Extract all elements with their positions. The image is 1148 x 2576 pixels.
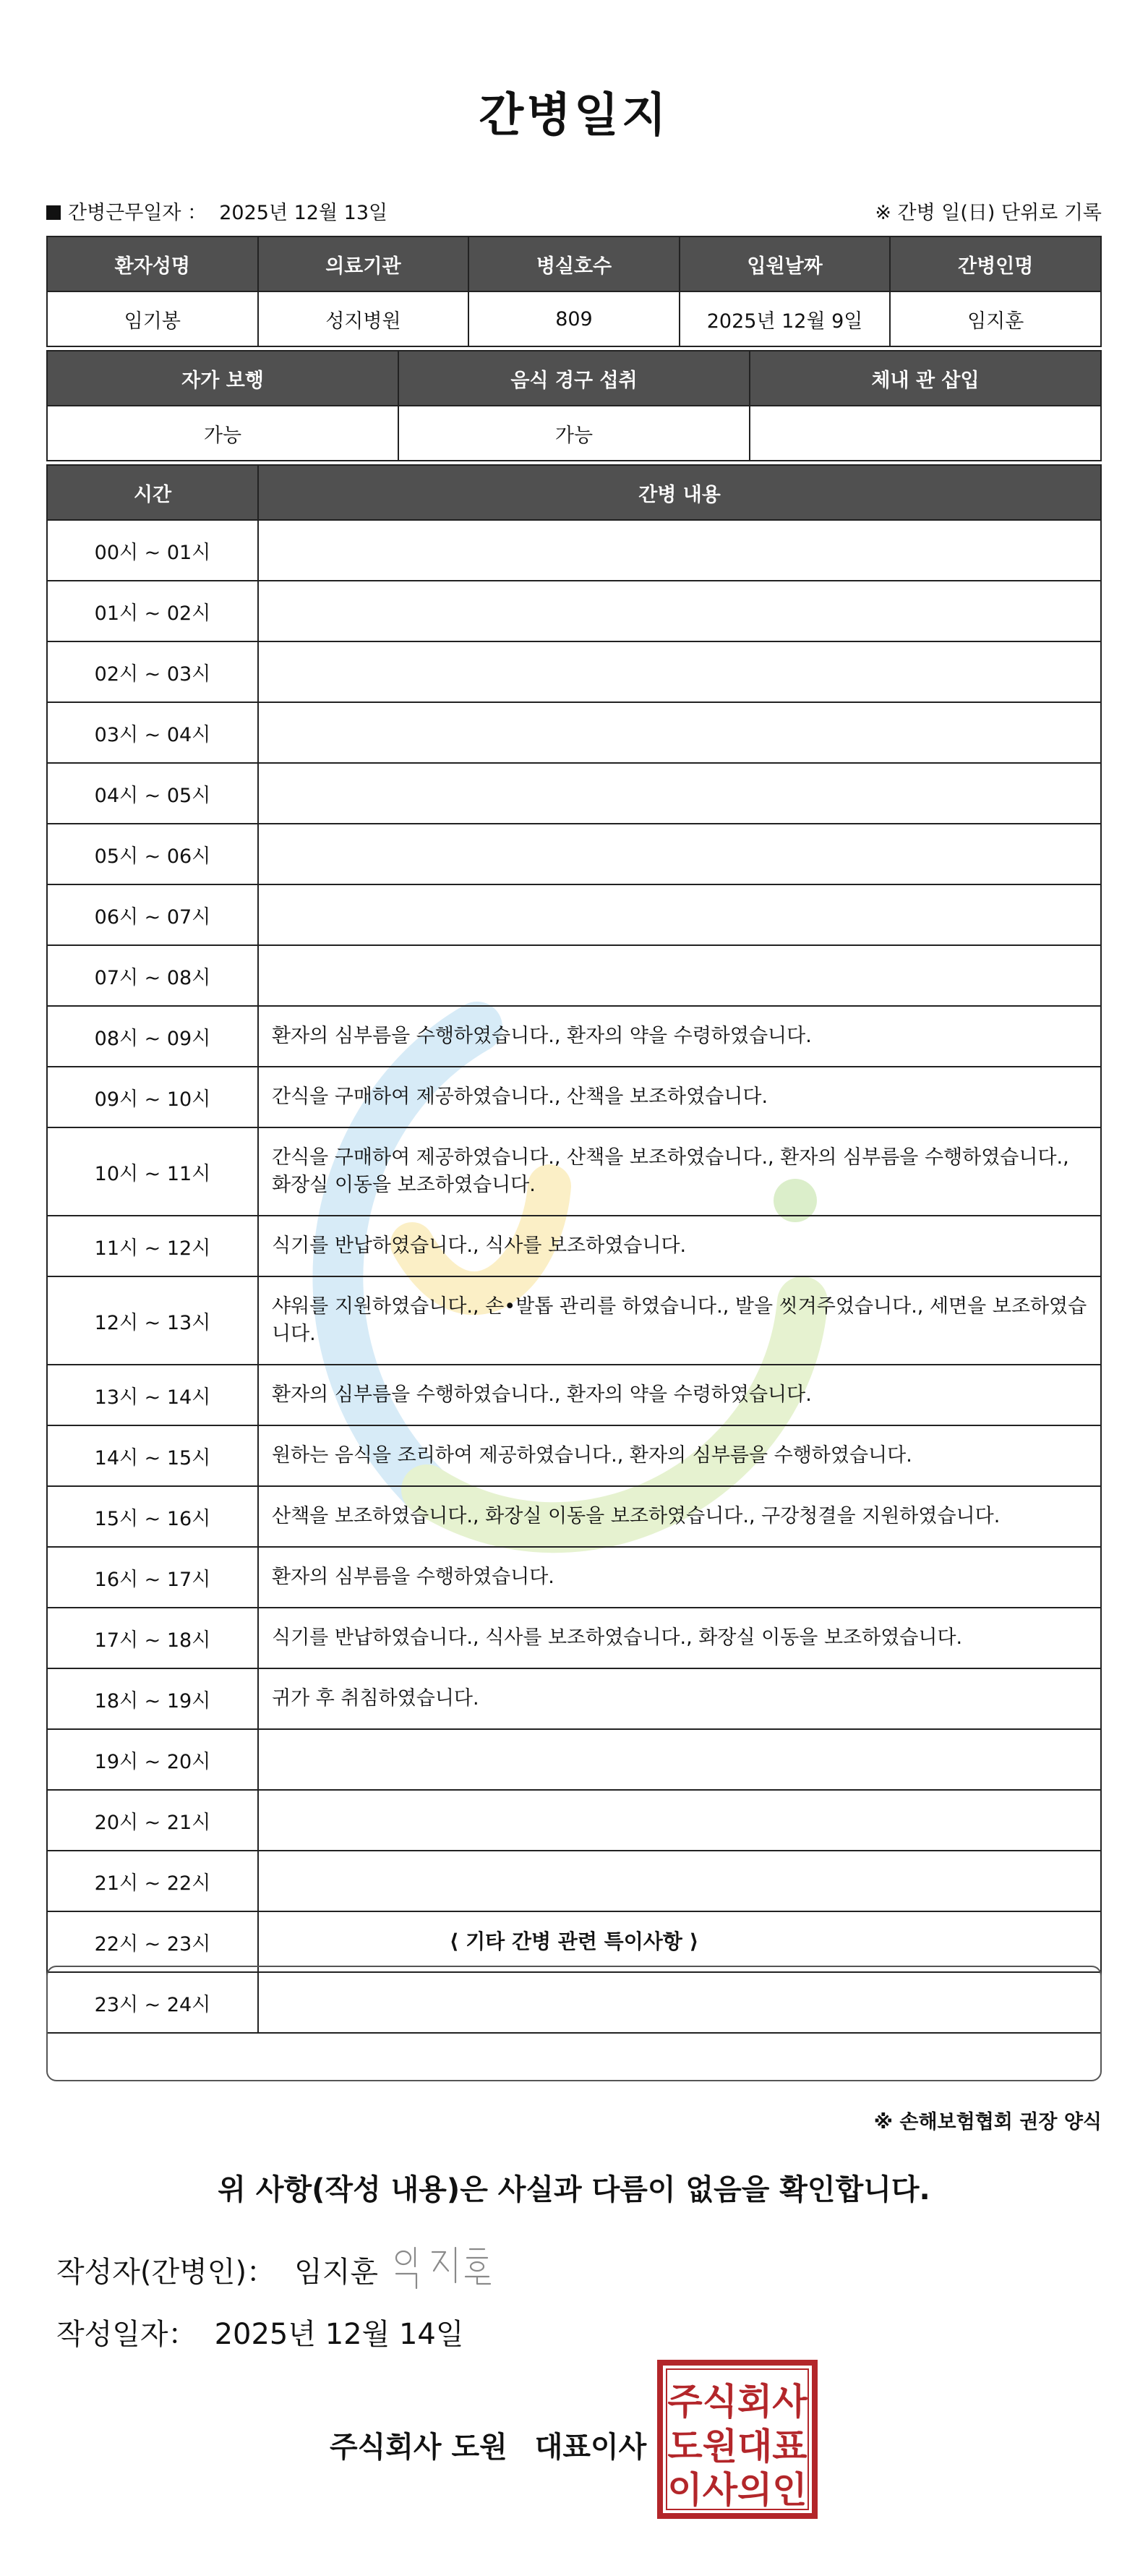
time-cell: 07시 ~ 08시 <box>47 945 258 1006</box>
time-cell: 08시 ~ 09시 <box>47 1006 258 1067</box>
time-cell: 02시 ~ 03시 <box>47 641 258 702</box>
table-row <box>47 1486 1101 1547</box>
content-cell: 환자의 심부름을 수행하였습니다., 환자의 약을 수령하였습니다. <box>258 1365 1101 1425</box>
work-date-line <box>46 197 387 225</box>
table-row <box>47 1127 1101 1216</box>
write-date-label: 작성일자： <box>56 2318 197 2351</box>
time-cell: 09시 ~ 10시 <box>47 1067 258 1127</box>
confirm-statement: 위 사항(작성 내용)은 사실과 다름이 없음을 확인합니다. <box>218 2173 930 2206</box>
write-date-value: 2025년 12월 14일 <box>214 2318 464 2351</box>
time-cell: 14시 ~ 15시 <box>47 1425 258 1486</box>
time-cell: 20시 ~ 21시 <box>47 1790 258 1851</box>
notes-box <box>46 1966 1102 2081</box>
content-cell: 샤워를 지원하였습니다., 손•발톱 관리를 하였습니다., 발을 씻겨주었습니다., 세면을 보조하였습니다. <box>258 1276 1101 1365</box>
header-cell: 체내 관 삽입 <box>750 351 1101 406</box>
company-line <box>330 2424 646 2465</box>
admission-date: 2025년 12월 9일 <box>680 291 891 346</box>
table-row <box>47 581 1101 641</box>
writer-name: 임지훈 <box>294 2256 378 2289</box>
content-cell <box>258 1851 1101 1911</box>
time-cell: 00시 ~ 01시 <box>47 520 258 581</box>
table-row <box>47 1851 1101 1911</box>
write-date-line <box>56 2311 464 2353</box>
time-cell: 15시 ~ 16시 <box>47 1486 258 1547</box>
table-row <box>47 1608 1101 1668</box>
patient-status-table <box>46 350 1102 461</box>
oral-intake-status: 가능 <box>398 406 750 461</box>
table-row <box>47 1067 1101 1127</box>
table-row <box>47 1547 1101 1608</box>
table-row <box>47 1365 1101 1425</box>
time-cell: 03시 ~ 04시 <box>47 702 258 763</box>
time-cell: 18시 ~ 19시 <box>47 1668 258 1729</box>
content-cell: 식기를 반납하였습니다., 식사를 보조하였습니다. <box>258 1216 1101 1276</box>
company-role: 대표이사 <box>534 2431 647 2464</box>
content-cell: 원하는 음식을 조리하여 제공하였습니다., 환자의 심부름을 수행하였습니다. <box>258 1425 1101 1486</box>
room-number: 809 <box>468 291 680 346</box>
header-cell: 병실호수 <box>468 236 680 291</box>
patient-name: 임기봉 <box>47 291 258 346</box>
time-cell: 21시 ~ 22시 <box>47 1851 258 1911</box>
content-cell: 귀가 후 취침하였습니다. <box>258 1668 1101 1729</box>
content-cell: 식기를 반납하였습니다., 식사를 보조하였습니다., 화장실 이동을 보조하였습니다. <box>258 1608 1101 1668</box>
seal-line-2: 도원대표 <box>667 2426 808 2468</box>
hospital-name: 성지병원 <box>258 291 469 346</box>
content-header: 간병 내용 <box>258 465 1101 520</box>
time-header: 시간 <box>47 465 258 520</box>
header-cell: 환자성명 <box>47 236 258 291</box>
table-row <box>47 1276 1101 1365</box>
content-cell <box>258 884 1101 945</box>
content-cell: 간식을 구매하여 제공하였습니다., 산책을 보조하였습니다., 환자의 심부름을 수행하였습니다., 화장실 이동을 보조하였습니다. <box>258 1127 1101 1216</box>
walking-status: 가능 <box>47 406 398 461</box>
square-bullet-icon <box>46 205 61 220</box>
content-cell: 산책을 보조하였습니다., 화장실 이동을 보조하였습니다., 구강청결을 지원하였습니다. <box>258 1486 1101 1547</box>
content-cell <box>258 824 1101 884</box>
work-date-value: 2025년 12월 13일 <box>219 202 388 224</box>
work-date-label: 간병근무일자 ： <box>68 202 207 224</box>
table-row <box>47 702 1101 763</box>
content-cell <box>258 1729 1101 1790</box>
content-cell <box>258 520 1101 581</box>
content-cell <box>258 1790 1101 1851</box>
table-row <box>47 824 1101 884</box>
table-row <box>47 641 1101 702</box>
company-name: 주식회사 도원 <box>330 2431 507 2464</box>
time-cell: 17시 ~ 18시 <box>47 1608 258 1668</box>
seal-line-3: 이사의인 <box>667 2469 808 2511</box>
table-row <box>47 1790 1101 1851</box>
header-cell: 자가 보행 <box>47 351 398 406</box>
time-cell: 13시 ~ 14시 <box>47 1365 258 1425</box>
care-log-table <box>46 464 1102 2034</box>
notes-label: ⟨ 기타 간병 관련 특이사항 ⟩ <box>449 1929 699 1953</box>
time-cell: 12시 ~ 13시 <box>47 1276 258 1365</box>
table-row <box>47 1425 1101 1486</box>
time-cell: 06시 ~ 07시 <box>47 884 258 945</box>
table-row <box>47 1216 1101 1276</box>
time-cell: 05시 ~ 06시 <box>47 824 258 884</box>
time-cell: 16시 ~ 17시 <box>47 1547 258 1608</box>
document-title: 간병일지 <box>479 89 669 142</box>
writer-line <box>56 2249 378 2290</box>
content-cell <box>258 945 1101 1006</box>
table-row <box>47 1668 1101 1729</box>
time-cell: 23시 ~ 24시 <box>47 1972 258 2033</box>
writer-label: 작성자(간병인)： <box>56 2256 276 2289</box>
unit-note: ※ 간병 일(日) 단위로 기록 <box>875 202 1102 224</box>
tube-status <box>750 406 1101 461</box>
seal-line-1: 주식회사 <box>667 2381 808 2423</box>
table-row <box>47 1729 1101 1790</box>
content-cell: 환자의 심부름을 수행하였습니다. <box>258 1547 1101 1608</box>
table-row <box>47 1006 1101 1067</box>
content-cell: 환자의 심부름을 수행하였습니다., 환자의 약을 수령하였습니다. <box>258 1006 1101 1067</box>
content-cell <box>258 581 1101 641</box>
header-cell: 음식 경구 섭취 <box>398 351 750 406</box>
recommend-note: ※ 손해보험협회 권장 양식 <box>873 2111 1102 2133</box>
table-row <box>47 520 1101 581</box>
time-cell: 19시 ~ 20시 <box>47 1729 258 1790</box>
header-cell: 의료기관 <box>258 236 469 291</box>
table-row <box>47 884 1101 945</box>
patient-info-table <box>46 236 1102 347</box>
table-row <box>47 945 1101 1006</box>
caregiver-name: 임지훈 <box>890 291 1101 346</box>
header-cell: 입원날짜 <box>680 236 891 291</box>
content-cell: 간식을 구매하여 제공하였습니다., 산책을 보조하였습니다. <box>258 1067 1101 1127</box>
company-seal <box>656 2359 818 2520</box>
time-cell: 04시 ~ 05시 <box>47 763 258 824</box>
time-cell: 01시 ~ 02시 <box>47 581 258 641</box>
time-cell: 22시 ~ 23시 <box>47 1911 258 1972</box>
table-row <box>47 763 1101 824</box>
handwritten-signature <box>390 2242 499 2293</box>
content-cell <box>258 641 1101 702</box>
content-cell <box>258 702 1101 763</box>
content-cell <box>258 763 1101 824</box>
time-cell: 10시 ~ 11시 <box>47 1127 258 1216</box>
header-cell: 간병인명 <box>890 236 1101 291</box>
time-cell: 11시 ~ 12시 <box>47 1216 258 1276</box>
